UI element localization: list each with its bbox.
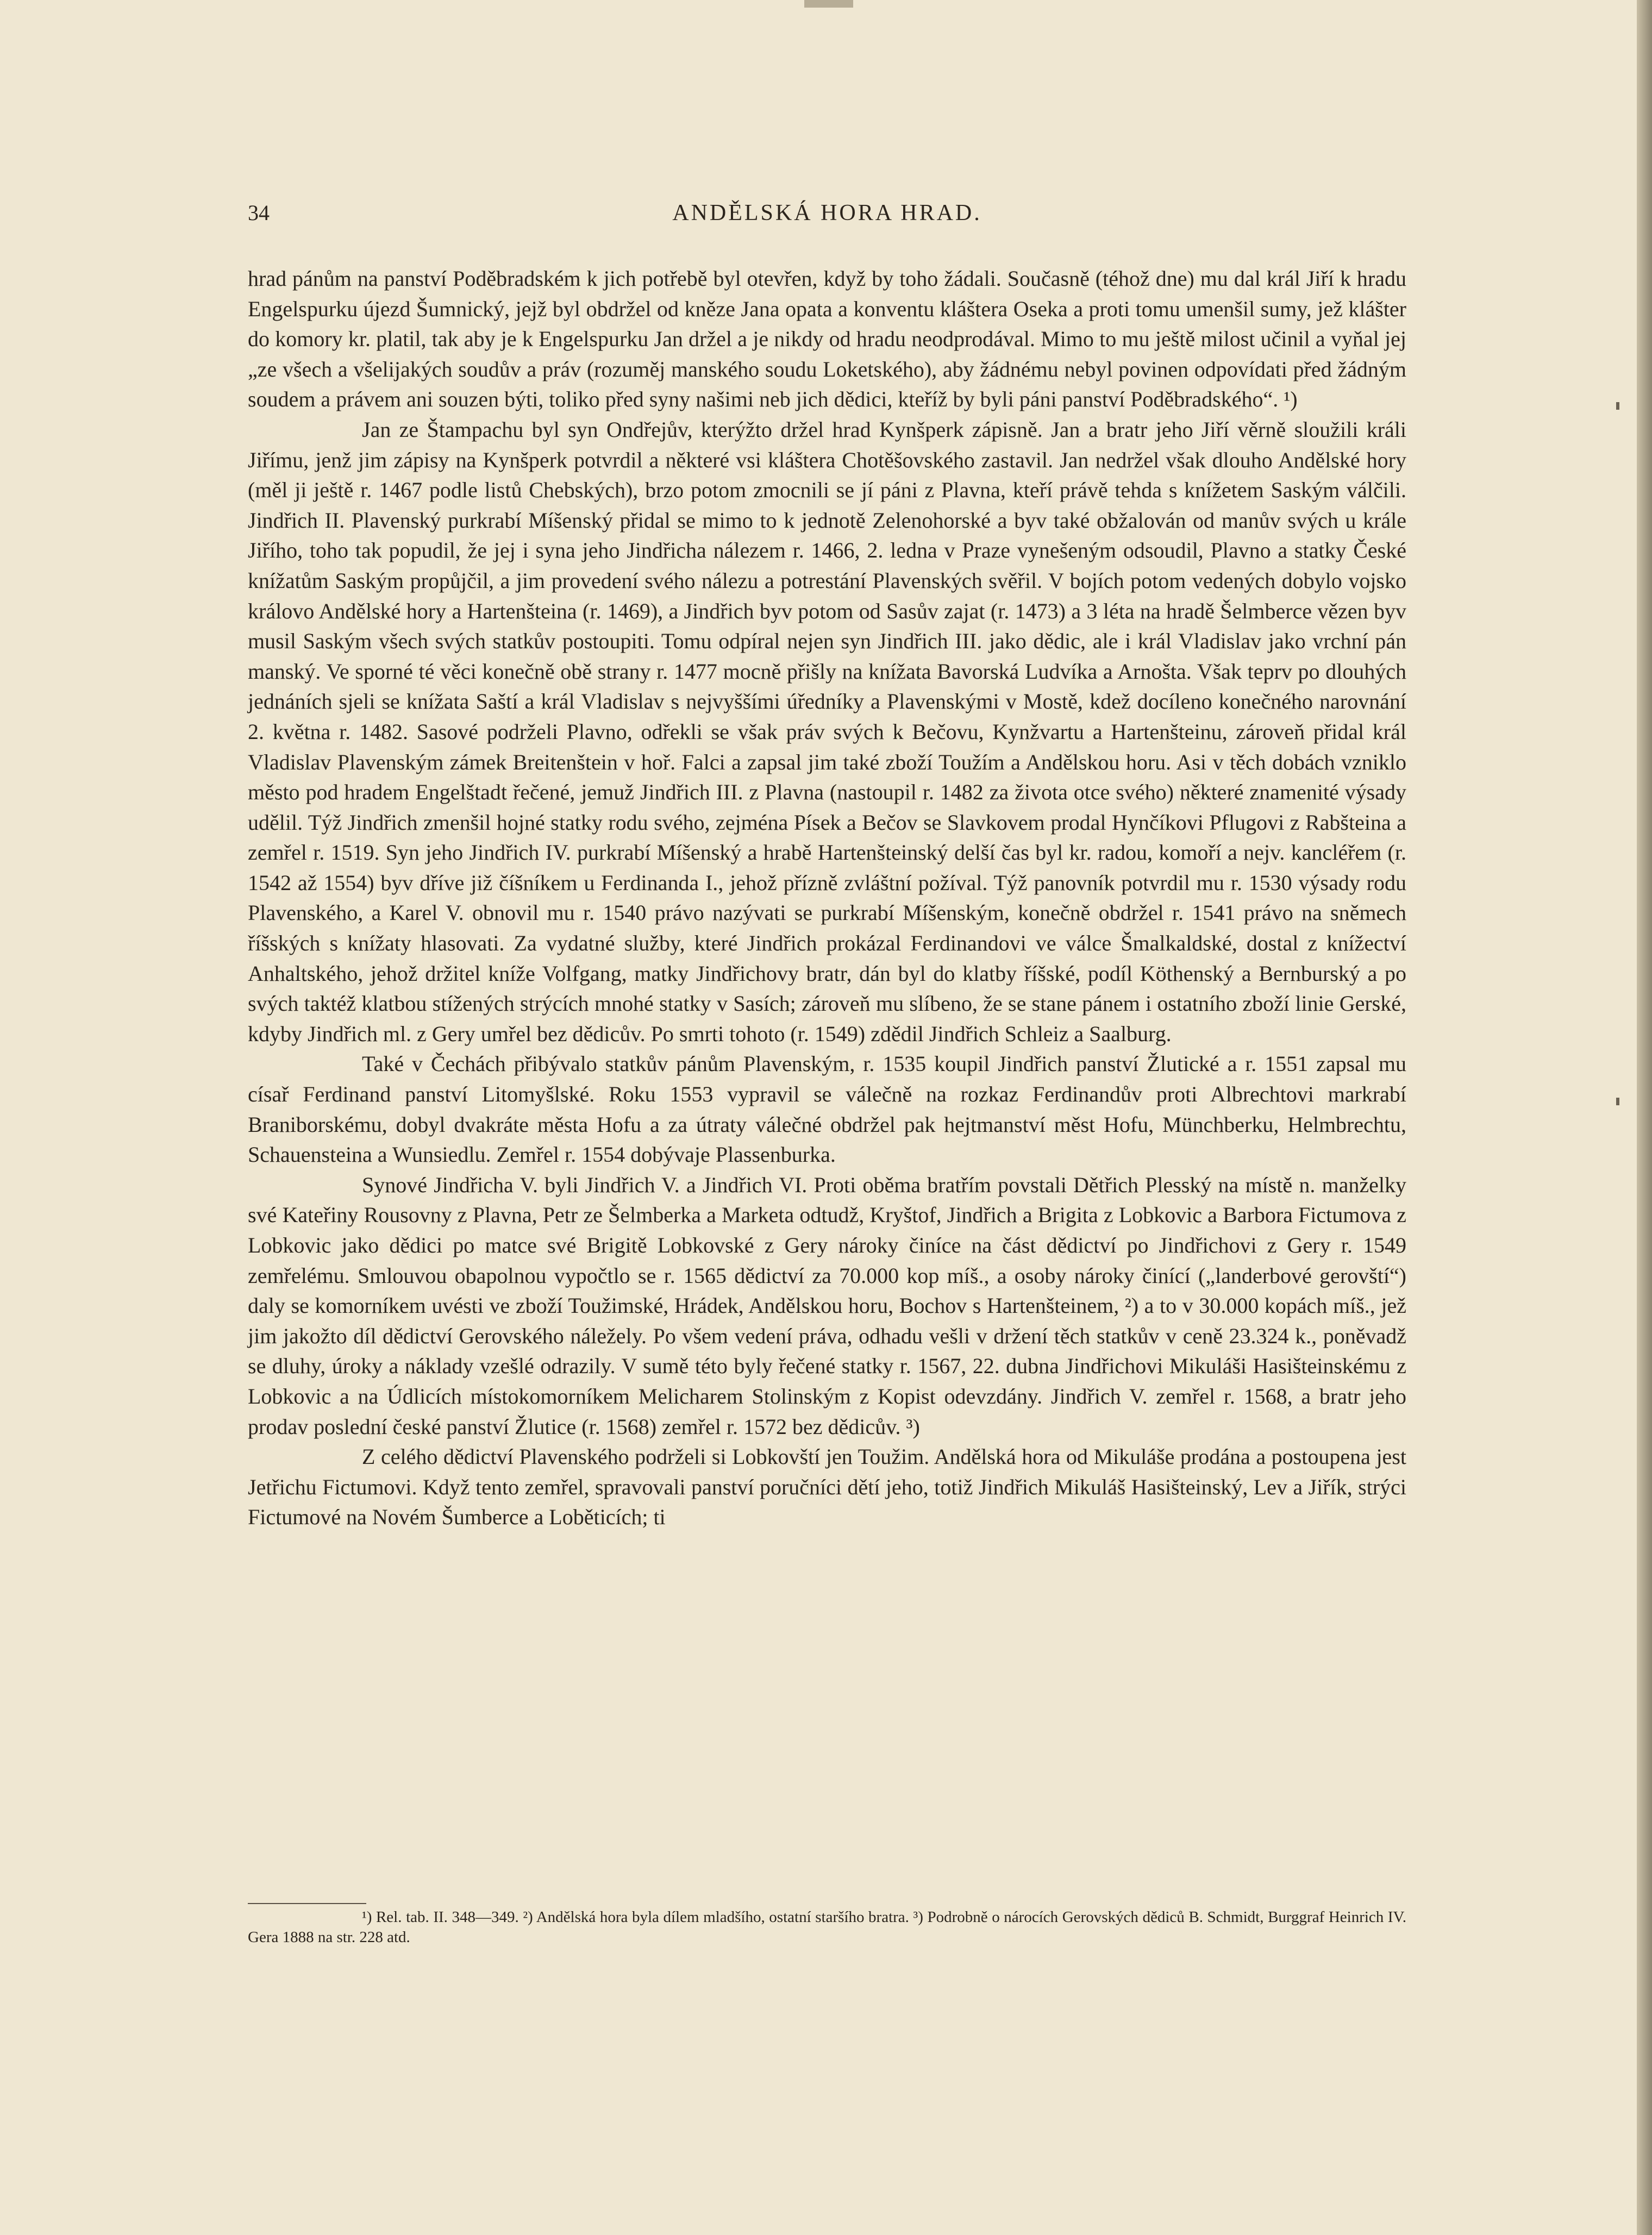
paragraph-1: hrad pánům na panství Poděbradském k jich potřebě byl otevřen, když by toho žádali. Současně (téhož dne) mu dal král Jiří k hradu Engelspurku újezd Šumnický, jejž byl obdržel od kněze Jana opata a konventu kláštera Oseka a proti tomu umenšil sumy, jež klášter do komory kr. platil, tak aby je k Engelspurku Jan držel a je nikdy od hradu neodprodával. Mimo to mu ještě milost učinil a vyňal jej „ze všech a všelijakých soudův a práv (rozuměj manského soudu Loketského), aby žádnému nebyl povinen odpovídati před žádným soudem a právem ani souzen býti, toliko před syny našimi neb jich dědici, kteříž by byli páni panství Poděbradského“. ¹) xyxy=(248,266,1406,412)
page-edge-shadow xyxy=(1637,0,1652,2235)
paragraph-4: Synové Jindřicha V. byli Jindřich V. a Jindřich VI. Proti oběma bratřím povstali Dětřich Plesský na místě n. manželky své Kateřiny Rousovny z Plavna, Petr ze Šelmberka a Marketa odtudž, Kryštof, Jindřich a Brigita z Lobkovic a Barbora Fictumova z Lobkovic jako dědici po matce své Brigitě Lobkovské z Gery nároky činíce na část dědictví po Jindřichovi z Gery r. 1549 zemřelému. Smlouvou obapolnou vypočtlo se r. 1565 dědictví za 70.000 kop míš., a osoby nároky činící („landerbové gerovští“) daly se komorníkem uvésti ve zboží Toužimské, Hrádek, Andělskou horu, Bochov s Hartenšteinem, ²) a to v 30.000 kopách míš., jež jim jakožto díl dědictví Gerovského náležely. Po všem vedení práva, odhadu vešli v držení těch statkův v ceně 23.324 k., poněvadž se dluhy, úroky a náklady vzešlé odrazily. V sumě této byly řečené statky r. 1567, 22. dubna Jindřichovi Mikuláši Hasišteinskému z Lobkovic a na Údlicích místokomorníkem Melicharem Stolinským z Kopist odevzdány. Jindřich V. zemřel r. 1568, a bratr jeho prodav poslední české panství Žlutice (r. 1568) zemřel r. 1572 bez dědicův. ³) xyxy=(248,1172,1406,1439)
paragraph-5: Z celého dědictví Plavenského podrželi si Lobkovští jen Toužim. Andělská hora od Mikuláše prodána a postoupena jest Jetřichu Fictumovi. Když tento zemřel, spravovali panství poručníci dětí jeho, totiž Jindřich Mikuláš Hasišteinský, Lev a Jiřík, strýci Fictumové na Novém Šumberce a Loběticích; ti xyxy=(248,1444,1406,1530)
binding-mark xyxy=(804,0,853,8)
footnote-text: ¹) Rel. tab. II. 348—349. ²) Andělská hora byla dílem mladšího, ostatní staršího bratra. ³) Podrobně o nárocích Gerovských dědiců B. Schmidt, Burggraf Heinrich IV. Gera 1888 na str. 228 atd. xyxy=(248,1908,1406,1946)
running-title: ANDĚLSKÁ HORA HRAD. xyxy=(672,201,982,226)
page-header xyxy=(248,197,1406,229)
paragraph-2: Jan ze Štampachu byl syn Ondřejův, kterýžto držel hrad Kynšperk zápisně. Jan a bratr jeho Jiří věrně sloužili králi Jiřímu, jenž jim zápisy na Kynšperk potvrdil a některé vsi kláštera Chotěšovského zastavil. Jan nedržel však dlouho Andělské hory (měl ji ještě r. 1467 podle listů Chebských), brzo potom zmocnili se jí páni z Plavna, kteří právě tehda s knížetem Saským válčili. Jindřich II. Plavenský purkrabí Míšenský přidal se mimo to k jednotě Zelenohorské a byv také obžalován od manův svých u krále Jiřího, toho tak popudil, že jej i syna jeho Jindřicha nálezem r. 1466, 2. ledna v Praze vynešeným odsoudil, Plavno a statky České knížatům Saským propůjčil, a jim provedení svého nálezu a potrestání Plavenských svěřil. V bojích potom vedených dobylo vojsko královo Andělské hory a Hartenšteina (r. 1469), a Jindřich byv potom od Sasův zajat (r. 1473) a 3 léta na hradě Šelmberce vězen byv musil Saským všech svých statkův postoupiti. Tomu odpíral nejen syn Jindřich III. jako dědic, ale i král Vladislav jako vrchní pán manský. Ve sporné té věci konečně obě strany r. 1477 mocně přišly na knížata Bavorská Ludvíka a Arnošta. Však teprv po dlouhých jednáních sjeli se knížata Saští a král Vladislav s nejvyššími úředníky a Plavenskými v Mostě, kdež docíleno konečného narovnání 2. května r. 1482. Sasové podrželi Plavno, odřekli se však práv svých k Bečovu, Kynžvartu a Hartenšteinu, zároveň přidal král Vladislav Plavenským zámek Breitenštein v hoř. Falci a zapsal jim také zboží Toužím a Andělskou horu. Asi v těch dobách vzniklo město pod hradem Engelštadt řečené, jemuž Jindřich III. z Plavna (nastoupil r. 1482 za života otce svého) některé znamenité výsady udělil. Týž Jindřich zmenšil hojné statky rodu svého, zejména Písek a Bečov se Slavkovem prodal Hynčíkovi Pflugovi z Rabšteina a zemřel r. 1519. Syn jeho Jindřich IV. purkrabí Míšenský a hrabě Hartenšteinský delší čas byl kr. radou, komoří a nejv. kancléřem (r. 1542 až 1554) byv dříve již číšníkem u Ferdinanda I., jehož přízně zvláštní požíval. Týž panovník potvrdil mu r. 1530 výsady rodu Plavenského, a Karel V. obnovil mu r. 1540 právo nazývati se purkrabí Míšenským, konečně obdržel r. 1541 právo na sněmech říšských s knížaty hlasovati. Za vydatné služby, které Jindřich prokázal Ferdinandovi ve válce Šmalkaldské, dostal z knížectví Anhaltského, jehož držitel kníže Volfgang, matky Jindřichovy bratr, dán byl do klatby říšské, podíl Köthenský a Bernburský a po svých taktéž klatbou stížených strýcích mnohé statky v Sasích; zároveň mu slíbeno, že se stane pánem i ostatního zboží linie Gerské, kdyby Jindřich ml. z Gery umřel bez dědicův. Po smrti tohoto (r. 1549) zdědil Jindřich Schleiz a Saalburg. xyxy=(248,417,1406,1046)
margin-mark xyxy=(1616,402,1619,410)
footnote-rule xyxy=(248,1903,366,1904)
margin-mark xyxy=(1616,1098,1619,1105)
body-text xyxy=(248,264,1406,1894)
footnotes xyxy=(248,1907,1406,1948)
page-number: 34 xyxy=(248,201,270,225)
paragraph-3: Také v Čechách přibývalo statkův pánům Plavenským, r. 1535 koupil Jindřich panství Žlutické a r. 1551 zapsal mu císař Ferdinand panství Litomyšlské. Roku 1553 vypravil se válečně na rozkaz Ferdinandův proti Albrechtovi markrabí Braniborskému, dobyl dvakráte města Hofu a za útraty válečné obdržel pak hejtmanství měst Hofu, Münchberku, Helmbrechtu, Schauensteina a Wunsiedlu. Zemřel r. 1554 dobývaje Plassenburka. xyxy=(248,1051,1406,1167)
